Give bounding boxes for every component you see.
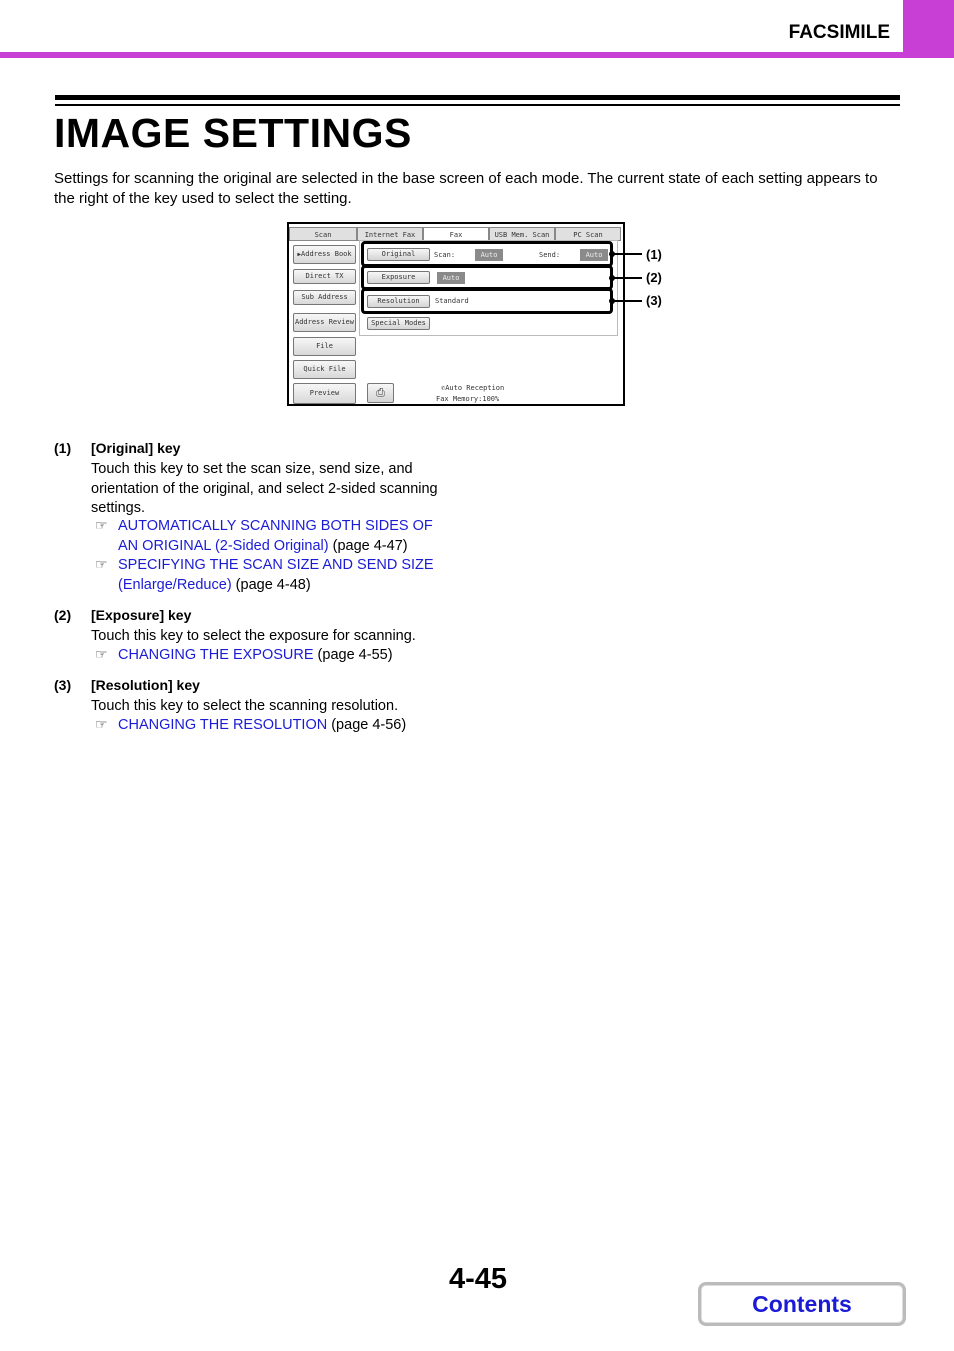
original-key[interactable]: Original (367, 248, 430, 261)
item-title: [Resolution] key (91, 677, 200, 693)
page-ref: (page 4-47) (328, 537, 408, 554)
page-ref: (page 4-55) (313, 647, 393, 663)
page-number: 4-45 (449, 1263, 508, 1295)
title-rule-thick (55, 95, 900, 100)
item-heading-resolution (54, 677, 200, 693)
sub-address-button[interactable]: Sub Address (293, 290, 356, 305)
callout-label-2: (2) (646, 270, 662, 285)
tab-usb-mem-scan[interactable]: USB Mem. Scan (489, 227, 555, 241)
tab-fax[interactable]: Fax (423, 227, 489, 241)
highlight-exposure-row (361, 265, 613, 290)
page-title: IMAGE SETTINGS (54, 110, 412, 156)
item-number: (1) (54, 440, 72, 456)
status-fax-memory: Fax Memory:100% (436, 395, 500, 403)
header-accent-bar (0, 52, 954, 58)
item-heading-exposure (54, 607, 191, 623)
exposure-key[interactable]: Exposure (367, 271, 430, 284)
item-heading-original (54, 440, 180, 456)
link-changing-resolution[interactable]: CHANGING THE RESOLUTION (118, 717, 328, 733)
callout-dot-1 (609, 251, 615, 257)
address-review-button[interactable]: Address Review (293, 313, 356, 332)
item-description-resolution: Touch this key to select the scanning resolution. (91, 698, 399, 714)
item-description-exposure: Touch this key to select the exposure for scanning. (91, 628, 416, 644)
direct-tx-button[interactable]: Direct TX (293, 269, 356, 284)
title-rule-thin (55, 104, 900, 106)
status-auto-reception (441, 384, 504, 392)
contents-button[interactable]: Contents (698, 1282, 906, 1326)
item-number: (3) (54, 677, 72, 693)
link-2-sided-original-a[interactable]: AUTOMATICALLY SCANNING BOTH SIDES OF (118, 518, 433, 534)
address-book-button[interactable] (293, 245, 356, 264)
callout-line-1 (612, 253, 642, 255)
callout-dot-3 (609, 298, 615, 304)
callout-line-2 (612, 277, 642, 279)
link-scan-send-size-a[interactable]: SPECIFYING THE SCAN SIZE AND SEND SIZE (118, 557, 434, 573)
resolution-value: Standard (435, 297, 469, 305)
tab-scan[interactable]: Scan (289, 227, 357, 241)
tab-internet-fax[interactable]: Internet Fax (357, 227, 423, 241)
callout-label-3: (3) (646, 293, 662, 308)
tab-pc-scan[interactable]: PC Scan (555, 227, 621, 241)
play-icon: ▶ (297, 251, 302, 258)
printer-icon: ⎙ (376, 386, 385, 399)
reference-2-sided-original (95, 517, 445, 556)
reference-exposure (95, 646, 445, 666)
item-number: (2) (54, 607, 72, 623)
pointing-hand-icon: ☞ (95, 556, 108, 572)
auto-reception-text: Auto Reception (445, 384, 505, 392)
reference-enlarge-reduce (95, 556, 445, 595)
intro-paragraph: Settings for scanning the original are selected in the base screen of each mode. The current state of each setting appears to the right of the key used to select the setting. (54, 170, 878, 207)
link-2-sided-original-b[interactable]: AN ORIGINAL (2-Sided Original) (118, 537, 329, 554)
pointing-hand-icon: ☞ (95, 646, 108, 662)
callout-dot-2 (609, 275, 615, 281)
exposure-value: Auto (437, 272, 465, 284)
reference-resolution (95, 716, 445, 736)
phone-icon: ✆ (441, 384, 446, 392)
scan-value: Auto (475, 249, 503, 261)
file-button[interactable]: File (293, 337, 356, 356)
item-title: [Exposure] key (91, 607, 192, 623)
callout-line-3 (612, 300, 642, 302)
pointing-hand-icon: ☞ (95, 517, 108, 533)
item-description-original: Touch this key to set the scan size, send size, and orientation of the original, and select 2-sided scanning settings. (91, 461, 438, 516)
address-book-label: Address Book (301, 250, 352, 258)
highlight-original-row (361, 241, 613, 267)
pointing-hand-icon: ☞ (95, 716, 108, 732)
link-scan-send-size-b[interactable]: (Enlarge/Reduce) (118, 576, 232, 593)
resolution-key[interactable]: Resolution (367, 295, 430, 308)
send-value: Auto (580, 249, 608, 261)
callout-label-1: (1) (646, 247, 662, 262)
scan-label: Scan: (434, 251, 456, 259)
send-label: Send: (539, 251, 561, 259)
header-accent-tab (903, 0, 954, 58)
page-ref: (page 4-48) (231, 576, 311, 593)
item-title: [Original] key (91, 440, 181, 456)
special-modes-key[interactable]: Special Modes (367, 317, 430, 330)
job-status-button[interactable] (367, 383, 394, 403)
page-ref: (page 4-56) (327, 717, 407, 733)
highlight-resolution-row (361, 288, 613, 314)
section-label: FACSIMILE (788, 22, 890, 43)
quick-file-button[interactable]: Quick File (293, 360, 356, 379)
preview-button[interactable]: Preview (293, 383, 356, 404)
link-changing-exposure[interactable]: CHANGING THE EXPOSURE (118, 647, 314, 663)
